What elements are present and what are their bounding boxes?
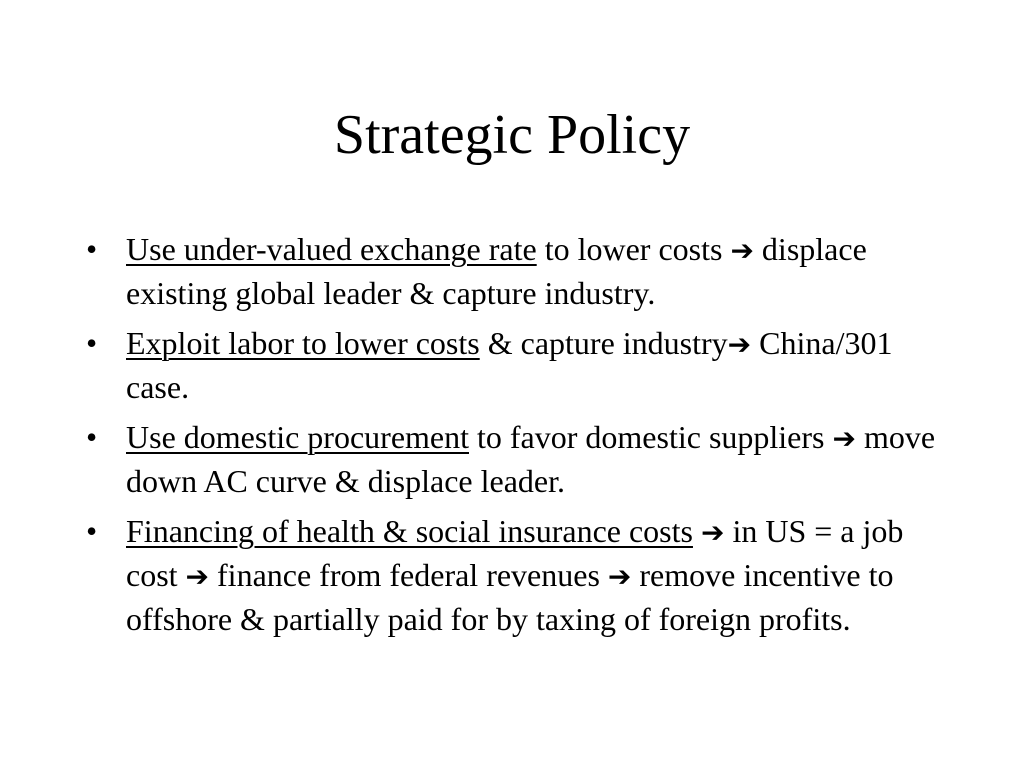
bullet-text: finance from federal revenues xyxy=(209,557,608,593)
right-arrow-icon: ➔ xyxy=(832,422,856,455)
right-arrow-icon: ➔ xyxy=(185,560,210,593)
bullet-text: displace existing global leader & capture industry. xyxy=(126,231,867,311)
bullet-text: China/301 case. xyxy=(126,325,893,405)
bullet-text: in US = a job cost xyxy=(126,513,904,593)
bullet-underlined-text: Exploit labor to lower costs xyxy=(126,325,480,361)
bullet-item xyxy=(80,228,960,314)
right-arrow-icon: ➔ xyxy=(730,234,754,267)
right-arrow-icon: ➔ xyxy=(607,560,632,593)
bullet-text xyxy=(693,513,701,549)
bullet-marker: • xyxy=(86,231,98,267)
bullet-text: to lower costs xyxy=(536,231,731,267)
bullet-text: remove incentive to offshore & partially paid for by taxing of foreign profits. xyxy=(126,557,894,637)
bullet-marker: • xyxy=(86,419,98,455)
bullet-item xyxy=(80,510,960,640)
slide-title: Strategic Policy xyxy=(333,104,691,166)
right-arrow-icon: ➔ xyxy=(700,516,725,549)
bullet-marker: • xyxy=(86,325,98,361)
bullet-text: move down AC curve & displace leader. xyxy=(126,419,936,499)
bullet-text: to favor domestic suppliers xyxy=(469,419,833,455)
bullet-list xyxy=(80,228,960,648)
bullet-underlined-text: Financing of health & social insurance costs xyxy=(126,513,693,549)
bullet-marker: • xyxy=(86,513,98,549)
bullet-underlined-text: Use under-valued exchange rate xyxy=(126,231,537,267)
bullet-item xyxy=(80,416,960,502)
right-arrow-icon: ➔ xyxy=(727,328,752,361)
bullet-underlined-text: Use domestic procurement xyxy=(126,419,469,455)
bullet-text: & capture industry xyxy=(479,325,728,361)
bullet-item xyxy=(80,322,960,408)
